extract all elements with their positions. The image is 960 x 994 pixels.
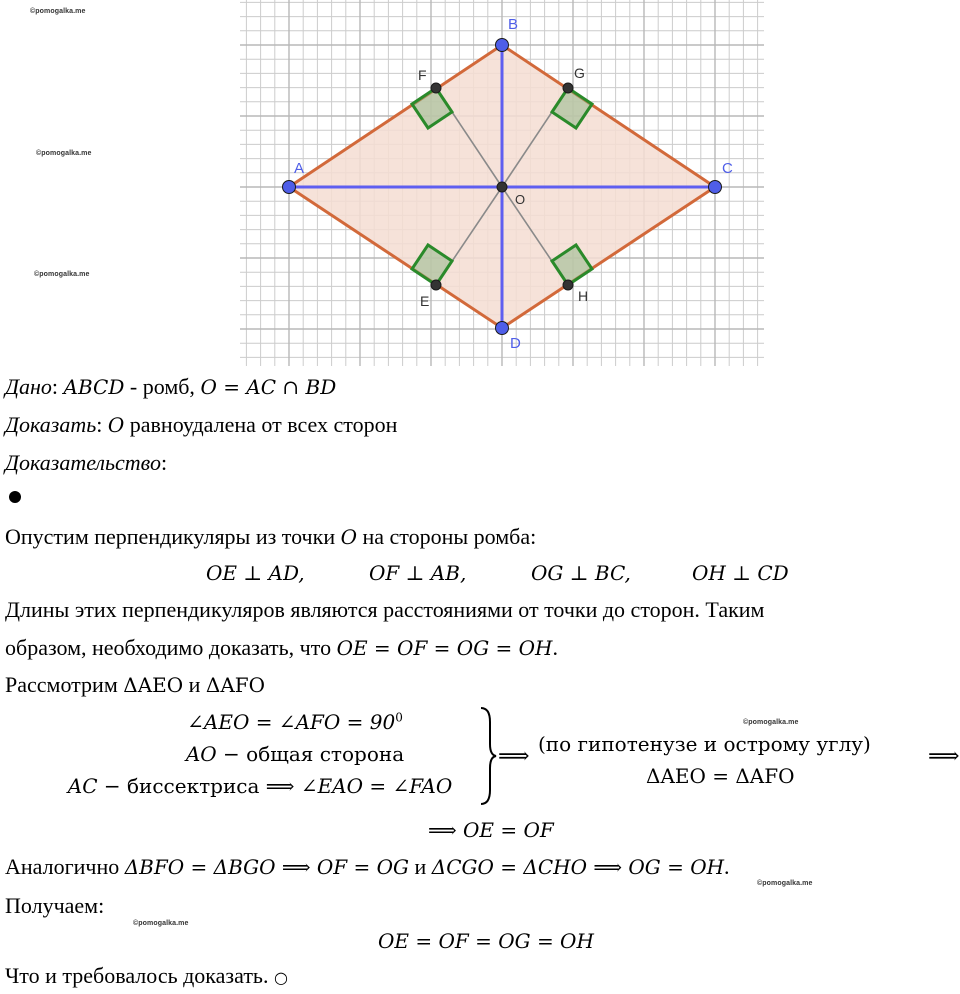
conclusion-arrow1: ⟹ xyxy=(498,744,530,769)
qed-line xyxy=(5,963,288,991)
analog-dot: . xyxy=(724,854,730,879)
system-ao: AO xyxy=(185,742,217,766)
label-c: C xyxy=(722,160,733,177)
system-row2 xyxy=(130,742,460,767)
given-label: Дано xyxy=(5,374,52,399)
point-d xyxy=(496,322,509,335)
step1-text2: на стороны ромба: xyxy=(357,524,537,549)
point-f xyxy=(431,83,441,93)
get-line: Получаем: xyxy=(5,893,105,918)
system-ac: AC xyxy=(67,774,98,798)
system-row3 xyxy=(40,774,480,799)
analog-and: и xyxy=(409,854,432,879)
right-brace xyxy=(478,706,498,806)
step2-dot: . xyxy=(552,635,558,660)
step3-text: Рассмотрим xyxy=(5,672,124,697)
given-abcd: ABCD xyxy=(63,375,125,399)
step2-equation: OE = OF = OG = OH xyxy=(336,636,553,660)
label-d: D xyxy=(510,335,521,352)
given-line xyxy=(5,374,336,400)
point-o xyxy=(497,182,507,192)
system-angles: ∠AEO = ∠AFO = 90 xyxy=(187,710,396,734)
label-a: A xyxy=(294,160,305,177)
analog-text: Аналогично xyxy=(5,854,125,879)
step3-t2: ΔAFO xyxy=(205,673,266,697)
point-g xyxy=(563,83,573,93)
proof-line xyxy=(5,450,167,476)
step1-o: O xyxy=(340,525,357,549)
system-angle-eq: ∠EAO = ∠FAO xyxy=(300,774,453,798)
prove-line xyxy=(5,412,397,438)
conclusion-criterion: (по гипотенузе и острому углу) xyxy=(538,732,871,756)
point-h xyxy=(563,280,573,290)
qed-mark: ○ xyxy=(273,968,288,987)
perpendiculars-line xyxy=(0,561,960,589)
point-e xyxy=(431,280,441,290)
label-h: H xyxy=(578,288,589,304)
perp-oe-text: OE ⊥ AD, xyxy=(206,561,305,585)
step2-text: образом, необходимо доказать, что xyxy=(5,635,337,660)
conclusion-equality: ΔAEO = ΔAFO xyxy=(646,764,795,788)
label-e: E xyxy=(420,293,430,309)
analog-line xyxy=(5,854,730,880)
watermark: ©pomogalka.me xyxy=(36,150,92,157)
system-common-side: − общая сторона xyxy=(216,742,405,766)
rhombus-figure xyxy=(238,0,766,366)
given-condition: O = AC ∩ BD xyxy=(200,375,337,399)
watermark: ©pomogalka.me xyxy=(743,719,799,726)
step2-line2 xyxy=(5,635,558,661)
label-o: O xyxy=(515,192,526,207)
system-row1 xyxy=(130,710,460,735)
result-oe-of: ⟹ OE = OF xyxy=(428,818,554,842)
watermark: ©pomogalka.me xyxy=(133,920,189,927)
system-bisector: − биссектриса ⟹ xyxy=(97,774,301,798)
step2-line1: Длины этих перпендикуляров являются расстояниями от точки до сторон. Таким xyxy=(5,597,765,622)
prove-label: Доказать xyxy=(5,412,97,437)
perp-oh-text: OH ⊥ CD xyxy=(692,561,789,585)
label-g: G xyxy=(574,65,585,81)
given-rhomb: - ромб, xyxy=(124,374,201,399)
prove-o: O xyxy=(107,413,125,437)
prove-text: равноудалена от всех сторон xyxy=(124,412,398,437)
point-b xyxy=(496,39,509,52)
conclusion-arrow2: ⟹ xyxy=(928,744,960,769)
proof-label: Доказательство xyxy=(5,450,161,475)
watermark: ©pomogalka.me xyxy=(34,271,90,278)
step1-text1: Опустим перпендикуляры из точки xyxy=(5,524,341,549)
final-equation: OE = OF = OG = OH xyxy=(378,929,594,953)
watermark: ©pomogalka.me xyxy=(30,8,86,15)
proof-sep: : xyxy=(160,450,168,475)
perp-of-text: OF ⊥ AB, xyxy=(369,561,467,585)
step3-line xyxy=(5,672,265,698)
qed-text: Что и требовалось доказать. xyxy=(5,963,274,988)
step1-line xyxy=(5,524,536,550)
step3-and: и xyxy=(183,672,206,697)
system-degree: 0 xyxy=(395,710,403,725)
watermark: ©pomogalka.me xyxy=(757,880,813,887)
point-c xyxy=(709,181,722,194)
point-a xyxy=(283,181,296,194)
given-sep: : xyxy=(51,374,64,399)
step3-t1: ΔAEO xyxy=(123,673,184,697)
analog-eq2: ΔCGO = ΔCHO ⟹ OG = OH xyxy=(431,855,725,879)
bullet-point xyxy=(9,491,21,503)
label-f: F xyxy=(418,67,427,83)
prove-sep: : xyxy=(96,412,108,437)
label-b: B xyxy=(508,16,519,33)
analog-eq1: ΔBFO = ΔBGO ⟹ OF = OG xyxy=(124,855,410,879)
perp-og-text: OG ⊥ BC, xyxy=(531,561,631,585)
